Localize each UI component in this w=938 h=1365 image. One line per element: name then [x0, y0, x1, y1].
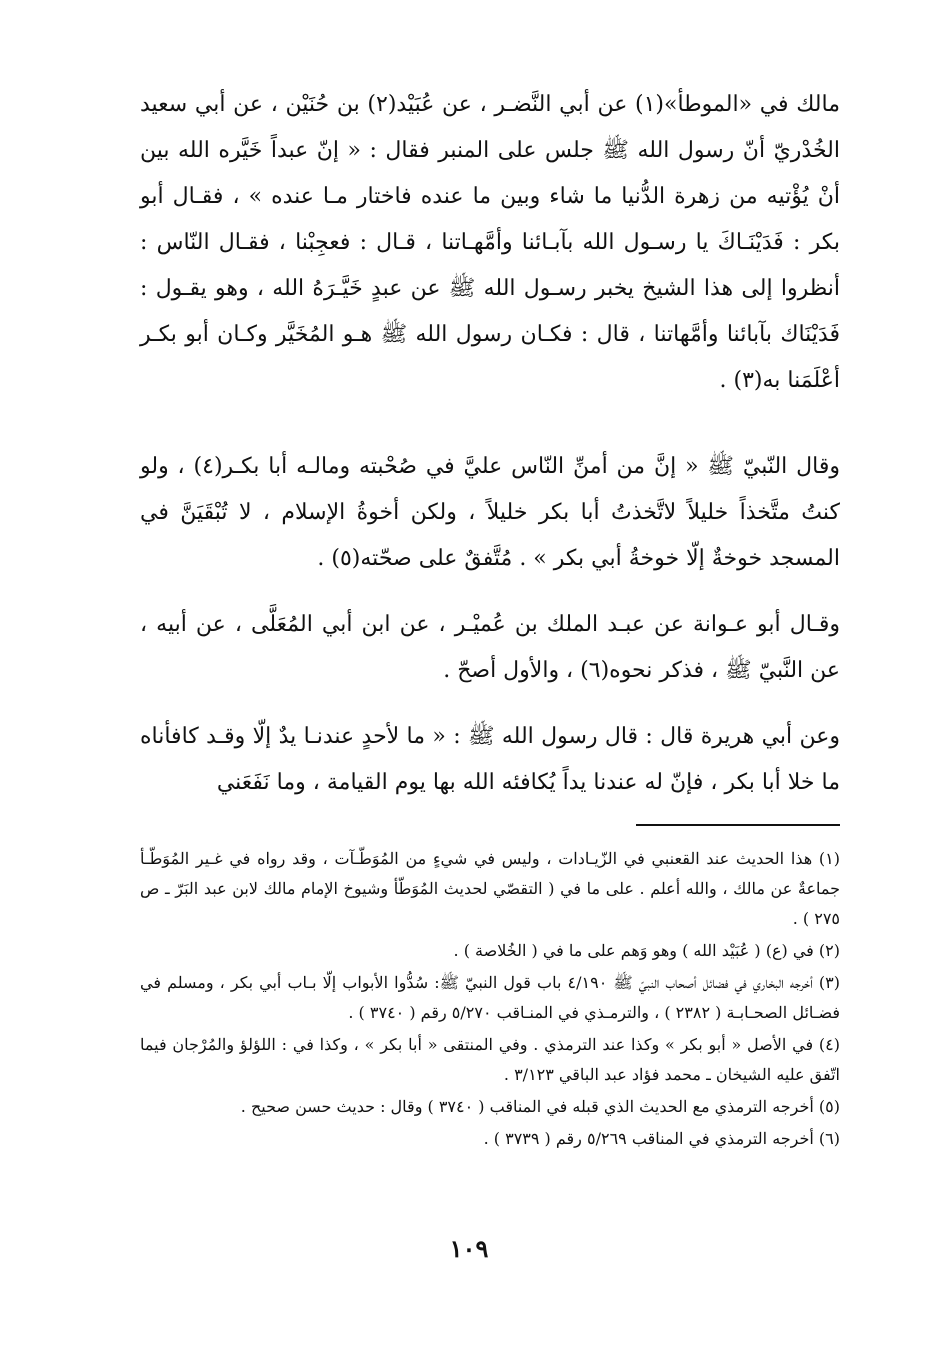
footnote-5: (٥) أخرجه الترمذي مع الحديث الذي قبله في المناقب ( ٣٧٤٠ ) وقال : حديث حسن صحيح .	[240, 1097, 840, 1116]
paragraph-4: وعن أبي هريرة قال : قال رسول الله ﷺ : « ما لأحدٍ عندنـا يدٌ إلّا وقـد كافأناه ما خلا أبا بكر ، فإنّ له عندنا يداً يُكافئه الله بها يوم القيامة ، وما نَفَعَني	[140, 724, 840, 795]
paragraph-3: وقـال أبو عـوانة عن عبـد الملك بن عُميْـر ، عن ابن أبي المُعَلَّى ، عن أبيه ، عن النَّبيّ ﷺ ، فذكر نحوه(٦) ، والأول أصحّ .	[140, 612, 840, 683]
footnote-separator	[636, 824, 840, 826]
footnote-3: (٣) أخرجه البخاري في فضائل أصحاب النبيّ ﷺ ٤/١٩٠ باب قول النبيّ ﷺ: سُدُّوا الأبواب إلّا بـاب أبي بكر ، ومسلم في فضـائل الصحـابـة ( ٢٣٨٢ ) ، والترمـذي في المنـاقب ٥/٢٧٠ رقم ( ٣٧٤٠ ) .	[140, 973, 841, 1022]
paragraph-2: وقال النّبيّ ﷺ « إنَّ من أمنِّ النّاس عليَّ في صُحْبته ومالـه أبا بكـر(٤) ، ولو كنتُ متَّخذاً خليلاً لاتَّخذتُ أبا بكر خليلاً ، ولكن أخوةُ الإسلام ، لا تُبْقَيَنَّ في المسجد خوخةٌ إلّا خوخةُ أبي بكر » . مُتَّفقٌ على صحّته(٥) .	[140, 454, 840, 571]
paragraph-1: مالك في «الموطأ»(١) عن أبي النَّضـر ، عن عُبَيْد(٢) بن حُنَيْن ، عن أبي سعيد الخُدْريّ أنّ رسول الله ﷺ جلس على المنبر فقال : « إنّ عبداً خَيَّره الله بين أنْ يُؤْتيه من زهرة الدُّنيا ما شاء وبين ما عنده فاختار مـا عنده » ، فقـال أبو بكر : فَدَيْنَـاكَ يا رسـول الله بآبـائنا وأمَّهـاتنا ، قـال : فعجِبْنا ، فقـال النّاس : أنظروا إلى هذا الشيخ يخبر رسـول الله ﷺ عن عبدٍ خَيَّـرَهُ الله ، وهو يقـول : فَدَيْنَاك بآبائنا وأمَّهاتنا ، قال : فكـان رسول الله ﷺ هـو المُخَيَّر وكـان أبو بكـر أعْلَمَنا به(٣) .	[140, 92, 840, 393]
page-number: ١٠٩	[449, 1234, 489, 1263]
footnotes-section	[140, 844, 840, 1156]
footnote-2: (٢) في (ع) ( عُبَيْد الله ) وهو وَهم على ما في ( الخُلاصة ) .	[453, 941, 840, 960]
footnote-1: (١) هذا الحديث عند القعنبي في الزّيـادات ، وليس في شيءٍ من المُوَطّـآت ، وقد رواه في غـير المُوَطّـأ جماعةٌ عن مالك ، والله أعلم . على ما في ( التقصّي لحديث المُوَطّأ وشيوخ الإمام مالك لابن عبد البَرّ ـ ص ٢٧٥ ) .	[140, 849, 840, 928]
footnote-4: (٤) في الأصل « أبو بكر » وكذا عند الترمذي . وفي المنتقى « أبا بكر » ، وكذا في : اللؤلؤ والمُرْجان فيما اتّفق عليه الشيخان ـ محمد فؤاد عبد الباقي ٣/١٢٣ .	[140, 1035, 840, 1084]
footnote-6: (٦) أخرجه الترمذي في المناقب ٥/٢٦٩ رقم ( ٣٧٣٩ ) .	[483, 1129, 840, 1148]
